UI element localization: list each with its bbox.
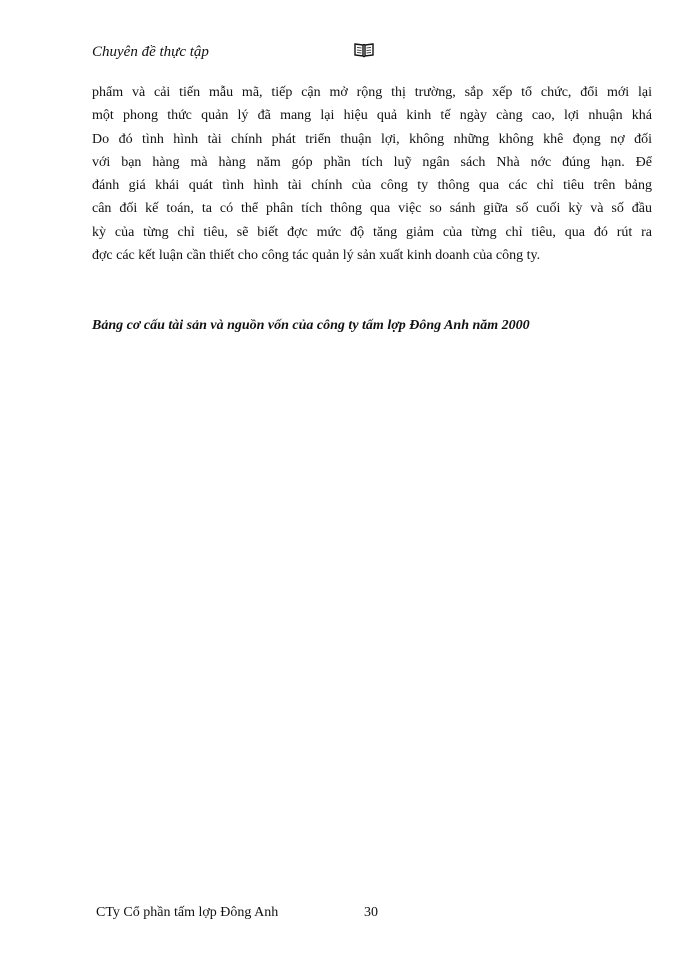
body-line: phẩm và cải tiến mẫu mã, tiếp cận mở rộng thị trường, sắp xếp tổ chức, đổi mới lại <box>92 85 652 100</box>
book-icon <box>354 42 374 58</box>
footer-company: CTy Cổ phần tấm lợp Đông Anh <box>96 905 279 920</box>
body-line: cân đối kế toán, ta có thể phân tích thông qua việc so sánh giữa số cuối kỳ và số đầu <box>92 201 652 217</box>
table-placeholder <box>92 350 652 870</box>
page-header <box>92 44 612 68</box>
body-line: đánh giá khái quát tình hình tài chính của công ty thông qua các chỉ tiêu trên bảng <box>92 178 652 194</box>
body-paragraph <box>92 81 652 267</box>
body-line: kỳ của từng chỉ tiêu, sẽ biết đợc mức độ tăng giảm của từng chỉ tiêu, qua đó rút ra <box>92 224 652 240</box>
page-number: 30 <box>364 905 378 920</box>
table-caption: Bảng cơ cấu tài sản và nguồn vốn của công ty tấm lợp Đông Anh năm 2000 <box>92 318 530 333</box>
body-line: với bạn hàng mà hàng năm góp phần tích luỹ ngân sách Nhà nớc đúng hạn. Để <box>92 154 652 170</box>
body-line: đợc các kết luận cần thiết cho công tác quản lý sản xuất kinh doanh của công ty. <box>92 248 541 264</box>
body-line: một phong thức quản lý đã mang lại hiệu quả kinh tế ngày càng cao, lợi nhuận khá <box>92 108 652 124</box>
body-line: Do đó tình hình tài chính phát triển thuận lợi, không những không khê đọng nợ đối <box>92 131 652 147</box>
header-title: Chuyên đề thực tập <box>92 44 209 60</box>
page-footer <box>92 905 612 927</box>
